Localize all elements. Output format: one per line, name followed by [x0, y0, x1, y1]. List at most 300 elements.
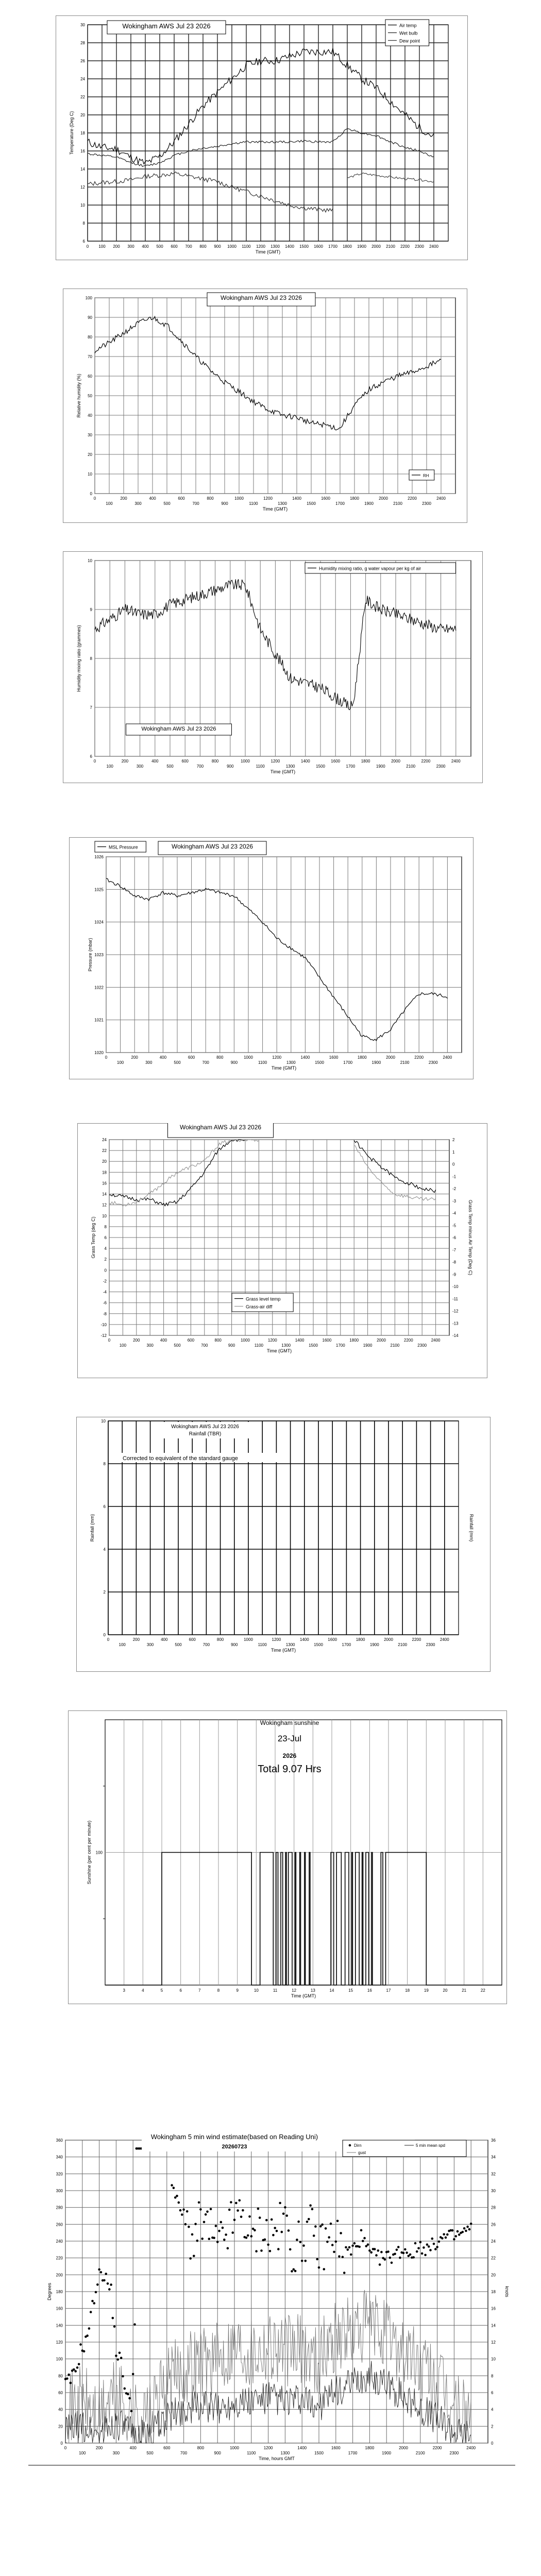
direction-point [201, 2238, 204, 2240]
direction-point [402, 2252, 405, 2255]
direction-point [351, 2245, 354, 2247]
direction-point [76, 2366, 79, 2369]
direction-point [182, 2209, 185, 2211]
direction-point [326, 2241, 329, 2243]
y-tick-label: 14 [80, 167, 85, 172]
x-tick-label: 6 [179, 1988, 182, 1993]
y-tick-label: -12 [100, 1333, 107, 1338]
direction-point [426, 2243, 429, 2246]
x-tick-label: 1500 [309, 1343, 318, 1348]
direction-point [279, 2202, 281, 2205]
x-tick-label: 800 [207, 496, 214, 501]
y-tick-label: 2 [104, 1257, 107, 1262]
direction-point [110, 2283, 112, 2286]
direction-point [394, 2253, 396, 2256]
grass-temperature-chart [77, 1123, 487, 1378]
x-tick-label: 1900 [363, 1343, 373, 1348]
direction-point [405, 2251, 408, 2254]
x-tick-label: 500 [166, 764, 174, 769]
chart-title: Wokingham AWS Jul 23 2026 [141, 726, 216, 732]
y-tick-label: 100 [85, 296, 92, 300]
x-tick-label: 16 [367, 1988, 372, 1993]
direction-point [417, 2247, 420, 2250]
direction-point [173, 2187, 175, 2189]
direction-point [438, 2241, 441, 2243]
direction-point [216, 2241, 219, 2243]
direction-point [379, 2263, 381, 2266]
y-tick-label: 6 [90, 754, 92, 759]
x-tick-label: 400 [151, 759, 159, 764]
x-tick-label: 1400 [300, 1055, 310, 1060]
y-tick-label: 12 [102, 1202, 107, 1208]
direction-point [108, 2288, 111, 2291]
x-tick-label: 200 [95, 2446, 103, 2450]
x-tick-label: 1000 [241, 1338, 250, 1343]
y-tick-label: 200 [56, 2273, 63, 2278]
y-tick-label: 20 [102, 1159, 107, 1164]
x-tick-label: 1200 [263, 2446, 273, 2450]
y-axis-label: Pressure (mbar) [88, 938, 93, 972]
y-tick-label: 120 [56, 2340, 63, 2345]
y-tick-label: 180 [56, 2290, 63, 2294]
y2-tick-label: 28 [491, 2205, 496, 2210]
x-tick-label: 1100 [247, 2451, 256, 2455]
y-tick-label: 8 [90, 656, 92, 661]
direction-point [318, 2266, 320, 2269]
y-tick-label: -4 [103, 1290, 107, 1295]
direction-point [122, 2375, 124, 2378]
x-tick-label: 200 [121, 759, 129, 764]
direction-point [397, 2246, 400, 2248]
x-tick-label: 1100 [249, 501, 258, 506]
x-tick-label: 800 [216, 1055, 224, 1060]
legend-swatch [349, 2144, 351, 2147]
x-tick-label: 2400 [439, 1637, 449, 1642]
y-tick-label: 20 [58, 2424, 63, 2429]
x-tick-label: 2200 [412, 1637, 421, 1642]
y-axis-label: Temperature (Deg C) [69, 111, 74, 155]
direction-point [296, 2239, 298, 2241]
x-tick-label: 2200 [403, 1338, 413, 1343]
y-tick-label: 70 [88, 354, 92, 359]
x-tick-label: 2400 [429, 244, 438, 249]
legend-label: MSL Pressure [109, 844, 138, 850]
y2-tick-label: 26 [491, 2222, 496, 2227]
chart-annotation: Corrected to equivalent of the standard gauge [123, 1455, 238, 1462]
direction-point [463, 2227, 466, 2230]
x-tick-label: 500 [163, 501, 171, 506]
y-tick-label: 1021 [94, 1018, 104, 1023]
direction-point [223, 2239, 226, 2241]
direction-point [186, 2210, 189, 2213]
direction-point [375, 2254, 378, 2257]
x-tick-label: 2300 [426, 1642, 435, 1647]
y-tick-label: 280 [56, 2205, 63, 2210]
direction-point [98, 2268, 100, 2271]
x-axis-label: Time (GMT) [270, 769, 296, 774]
x-tick-label: 2100 [390, 1343, 400, 1348]
x-tick-label: 100 [106, 764, 113, 769]
x-tick-label: 2200 [421, 759, 431, 764]
x-tick-label: 0 [93, 496, 96, 501]
x-tick-label: 2300 [415, 244, 424, 249]
direction-point [441, 2237, 444, 2240]
direction-point [191, 2233, 194, 2236]
direction-point [325, 2227, 327, 2230]
y2-tick-label: 36 [491, 2138, 496, 2143]
x-tick-label: 1600 [331, 2446, 341, 2450]
x-tick-label: 2400 [466, 2446, 476, 2450]
y-axis-label: Grass Temp (deg C) [91, 1216, 96, 1259]
y-tick-label: 8 [104, 1224, 107, 1229]
x-tick-label: 1900 [371, 1060, 381, 1065]
x-tick-label: 1800 [361, 759, 370, 764]
direction-point [206, 2211, 209, 2213]
relative-humidity-chart [63, 289, 467, 523]
x-tick-label: 0 [107, 1637, 110, 1642]
direction-point [301, 2260, 303, 2262]
direction-point [79, 2343, 82, 2346]
y-tick-label: -10 [100, 1322, 107, 1327]
x-tick-label: 0 [105, 1055, 108, 1060]
y-axis-label: Relative humidity (%) [76, 374, 81, 418]
x-tick-label: 1300 [281, 1343, 291, 1348]
direction-point [73, 2368, 75, 2371]
x-tick-label: 1300 [285, 1642, 295, 1647]
direction-point [176, 2195, 178, 2197]
x-tick-label: 18 [405, 1988, 410, 1993]
direction-point [330, 2223, 332, 2225]
direction-point [220, 2221, 223, 2224]
legend-label: Grass-air diff [246, 1304, 273, 1310]
air-temperature-chart [56, 15, 468, 260]
direction-point [248, 2215, 251, 2218]
x-tick-label: 1800 [350, 496, 359, 501]
x-tick-label: 400 [159, 1055, 167, 1060]
x-tick-label: 1600 [314, 244, 323, 249]
direction-point [188, 2226, 190, 2228]
direction-point [231, 2231, 234, 2234]
y-tick-label: 14 [102, 1192, 107, 1197]
direction-point [347, 2248, 349, 2251]
direction-point [343, 2272, 346, 2274]
direction-point [321, 2224, 324, 2226]
chart-title: Wokingham 5 min wind estimate(based on Reading Uni) [150, 2133, 318, 2141]
direction-point [421, 2252, 424, 2255]
direction-point [370, 2251, 373, 2254]
x-tick-label: 11 [273, 1988, 278, 1993]
y-tick-label: 6 [82, 239, 85, 244]
x-tick-label: 800 [214, 1338, 222, 1343]
x-tick-label: 2000 [399, 2446, 408, 2450]
direction-point [328, 2236, 330, 2239]
y-axis-label: Rainfall (mm) [90, 1514, 95, 1542]
direction-point [199, 2208, 202, 2211]
direction-point [434, 2248, 437, 2250]
x-tick-label: 2100 [415, 2451, 425, 2455]
x-tick-label: 600 [188, 1055, 195, 1060]
x-tick-label: 1500 [314, 1642, 323, 1647]
x-tick-label: 600 [181, 759, 189, 764]
y-tick-label: 90 [88, 315, 92, 320]
direction-point [454, 2235, 457, 2238]
direction-point [445, 2236, 447, 2239]
direction-point [100, 2271, 103, 2274]
direction-point [181, 2213, 183, 2216]
x-tick-label: 1800 [356, 1637, 365, 1642]
x-tick-label: 0 [64, 2446, 67, 2450]
x-tick-label: 1800 [343, 244, 352, 249]
direction-point [387, 2250, 390, 2253]
x-tick-label: 1000 [227, 244, 236, 249]
x-tick-label: 300 [145, 1060, 153, 1065]
mixing-ratio-chart [63, 551, 483, 783]
direction-point [433, 2243, 435, 2245]
x-tick-label: 1800 [365, 2446, 375, 2450]
direction-point [391, 2262, 393, 2264]
direction-point [250, 2235, 253, 2238]
direction-point [350, 2253, 352, 2256]
direction-point [306, 2221, 309, 2223]
x-tick-label: 2200 [408, 496, 417, 501]
y-tick-label: 220 [56, 2256, 63, 2261]
x-tick-label: 200 [133, 1338, 140, 1343]
x-tick-label: 900 [221, 501, 228, 506]
x-tick-label: 700 [180, 2451, 188, 2455]
legend-label: Wet bulb [399, 30, 418, 36]
x-tick-label: 900 [230, 1060, 238, 1065]
x-tick-label: 1700 [335, 1343, 345, 1348]
y2-tick-label: 22 [491, 2256, 496, 2261]
direction-point [105, 2273, 107, 2275]
direction-point [218, 2230, 221, 2232]
direction-point [353, 2242, 356, 2245]
x-tick-label: 100 [79, 2451, 86, 2455]
x-tick-label: 5 [160, 1988, 163, 1993]
direction-point [380, 2251, 383, 2253]
direction-point [132, 2373, 134, 2376]
x-tick-label: 700 [201, 1343, 208, 1348]
direction-point [203, 2221, 206, 2224]
x-tick-label: 400 [149, 496, 156, 501]
x-tick-label: 2000 [379, 496, 388, 501]
msl-pressure-chart [69, 837, 474, 1079]
legend-label: RH [423, 473, 429, 478]
y2-tick-label: -10 [452, 1284, 459, 1289]
y-tick-label: 9 [90, 607, 92, 612]
x-tick-label: 14 [329, 1988, 334, 1993]
y2-tick-label: -11 [452, 1296, 458, 1301]
direction-point [257, 2208, 260, 2210]
direction-point [358, 2246, 361, 2248]
y-tick-label: 10 [88, 558, 92, 563]
x-tick-label: 1400 [292, 496, 301, 501]
x-tick-label: 2200 [400, 244, 410, 249]
direction-point [416, 2250, 418, 2253]
x-tick-label: 1500 [307, 501, 316, 506]
direction-point [88, 2327, 91, 2330]
y-tick-label: 140 [56, 2323, 63, 2328]
x-tick-label: 1600 [322, 1338, 332, 1343]
direction-point [259, 2216, 261, 2219]
x-tick-label: 700 [185, 244, 192, 249]
direction-point [451, 2229, 454, 2232]
x-tick-label: 10 [253, 1988, 259, 1993]
direction-point [227, 2247, 229, 2250]
x-tick-label: 900 [231, 1642, 238, 1647]
chart-subtitle: Rainfall (TBR) [189, 1431, 222, 1437]
y2-tick-label: -14 [452, 1333, 459, 1338]
x-tick-label: 1600 [329, 1055, 339, 1060]
x-tick-label: 12 [292, 1988, 297, 1993]
direction-point [103, 2279, 106, 2282]
y2-tick-label: 16 [491, 2306, 496, 2311]
y-tick-label: 240 [56, 2239, 63, 2244]
direction-point [412, 2256, 415, 2259]
x-tick-label: 200 [132, 1637, 140, 1642]
y-tick-label: 6 [104, 1235, 107, 1240]
y-tick-label: 26 [80, 59, 85, 63]
direction-point [368, 2249, 371, 2252]
y-tick-label: 10 [88, 472, 92, 477]
direction-point [419, 2241, 422, 2244]
direction-point [299, 2241, 302, 2244]
y-tick-label: 22 [102, 1148, 107, 1154]
direction-point [399, 2257, 401, 2259]
chart-year: 2026 [282, 1752, 297, 1759]
x-tick-label: 1900 [364, 501, 374, 506]
direction-point [130, 2410, 133, 2413]
y-tick-label: 10 [80, 203, 85, 208]
chart-title: Wokingham AWS Jul 23 2026 [171, 1424, 239, 1430]
x-tick-label: 500 [146, 2451, 154, 2455]
x-tick-label: 1700 [335, 501, 345, 506]
y-tick-label: 1022 [94, 985, 104, 990]
direction-point [428, 2245, 430, 2248]
x-tick-label: 2300 [449, 2451, 459, 2455]
direction-point [112, 2317, 114, 2319]
x-tick-label: 900 [228, 1343, 235, 1348]
y2-axis-label: knots [504, 2286, 510, 2297]
x-tick-label: 21 [462, 1988, 467, 1993]
x-tick-label: 2100 [393, 501, 402, 506]
direction-point [96, 2283, 99, 2286]
direction-point [297, 2221, 300, 2223]
direction-point [78, 2363, 80, 2366]
direction-point [196, 2240, 199, 2242]
direction-point [291, 2270, 293, 2273]
x-tick-label: 2200 [414, 1055, 424, 1060]
y-tick-label: 16 [102, 1181, 107, 1186]
direction-point [431, 2238, 434, 2240]
y2-tick-label: 6 [491, 2391, 494, 2395]
x-tick-label: 1900 [376, 764, 385, 769]
y2-tick-label: 2 [491, 2424, 494, 2429]
direction-point [294, 2270, 297, 2273]
direction-point [466, 2226, 469, 2228]
direction-point [429, 2249, 432, 2251]
x-tick-label: 600 [187, 1338, 195, 1343]
direction-point [264, 2239, 266, 2241]
direction-point [284, 2206, 286, 2209]
x-tick-label: 1000 [244, 1055, 253, 1060]
direction-point [113, 2325, 116, 2328]
y2-tick-label: -7 [452, 1247, 457, 1252]
y-tick-label: 0 [60, 2441, 63, 2446]
x-axis-label: Time (GMT) [255, 249, 281, 255]
y2-tick-label: 14 [491, 2323, 496, 2328]
x-tick-label: 800 [211, 759, 219, 764]
x-tick-label: 1600 [328, 1637, 337, 1642]
chart-subtitle: 20260723 [222, 2144, 247, 2150]
direction-point [285, 2214, 288, 2217]
direction-point [269, 2250, 272, 2252]
direction-point [171, 2184, 173, 2187]
chart-total: Total 9.07 Hrs [258, 1764, 322, 1775]
x-tick-label: 2300 [422, 501, 431, 506]
x-tick-label: 600 [178, 496, 185, 501]
direction-point [446, 2233, 449, 2236]
direction-point [67, 2374, 70, 2376]
x-tick-label: 1200 [256, 244, 265, 249]
x-tick-label: 2200 [432, 2446, 442, 2450]
y-tick-label: -6 [103, 1300, 107, 1306]
x-tick-label: 1400 [299, 1637, 309, 1642]
y2-tick-label: -6 [452, 1235, 457, 1240]
direction-point [384, 2258, 386, 2261]
y-axis-label: Degrees [47, 2282, 52, 2301]
x-tick-label: 2400 [451, 759, 461, 764]
x-tick-label: 600 [189, 1637, 196, 1642]
direction-point [305, 2260, 307, 2262]
y-tick-label: 1023 [94, 953, 104, 957]
direction-point [363, 2237, 366, 2240]
y-tick-label: 22 [80, 95, 85, 99]
y-tick-label: 1024 [94, 920, 104, 925]
y-tick-label: 4 [103, 1547, 106, 1552]
x-tick-label: 2100 [400, 1060, 410, 1065]
direction-point [340, 2232, 342, 2234]
direction-point [83, 2350, 86, 2353]
direction-point [335, 2241, 337, 2243]
y-tick-label: 28 [80, 41, 85, 45]
direction-point [247, 2234, 249, 2237]
y2-tick-label: 4 [491, 2407, 494, 2412]
direction-point [255, 2250, 258, 2252]
y-tick-label: 7 [90, 705, 92, 710]
direction-point [367, 2243, 369, 2246]
direction-point [342, 2256, 344, 2259]
y2-tick-label: 1 [452, 1149, 455, 1155]
x-tick-label: 1200 [270, 759, 280, 764]
y2-tick-label: -1 [452, 1174, 457, 1179]
x-tick-label: 200 [131, 1055, 138, 1060]
y-tick-label: 60 [88, 374, 92, 379]
x-tick-label: 2000 [384, 1637, 393, 1642]
x-tick-label: 3 [123, 1988, 125, 1993]
direction-point [308, 2218, 310, 2221]
x-tick-label: 9 [236, 1988, 239, 1993]
y-tick-label: 0 [104, 1268, 107, 1273]
direction-point [465, 2230, 467, 2232]
y-tick-label: 2 [103, 1590, 106, 1595]
x-tick-label: 300 [112, 2451, 120, 2455]
x-tick-label: 19 [424, 1988, 429, 1993]
y-tick-label: 0 [90, 492, 92, 496]
direction-point [189, 2257, 192, 2260]
x-tick-label: 700 [196, 764, 204, 769]
direction-point [270, 2218, 273, 2221]
